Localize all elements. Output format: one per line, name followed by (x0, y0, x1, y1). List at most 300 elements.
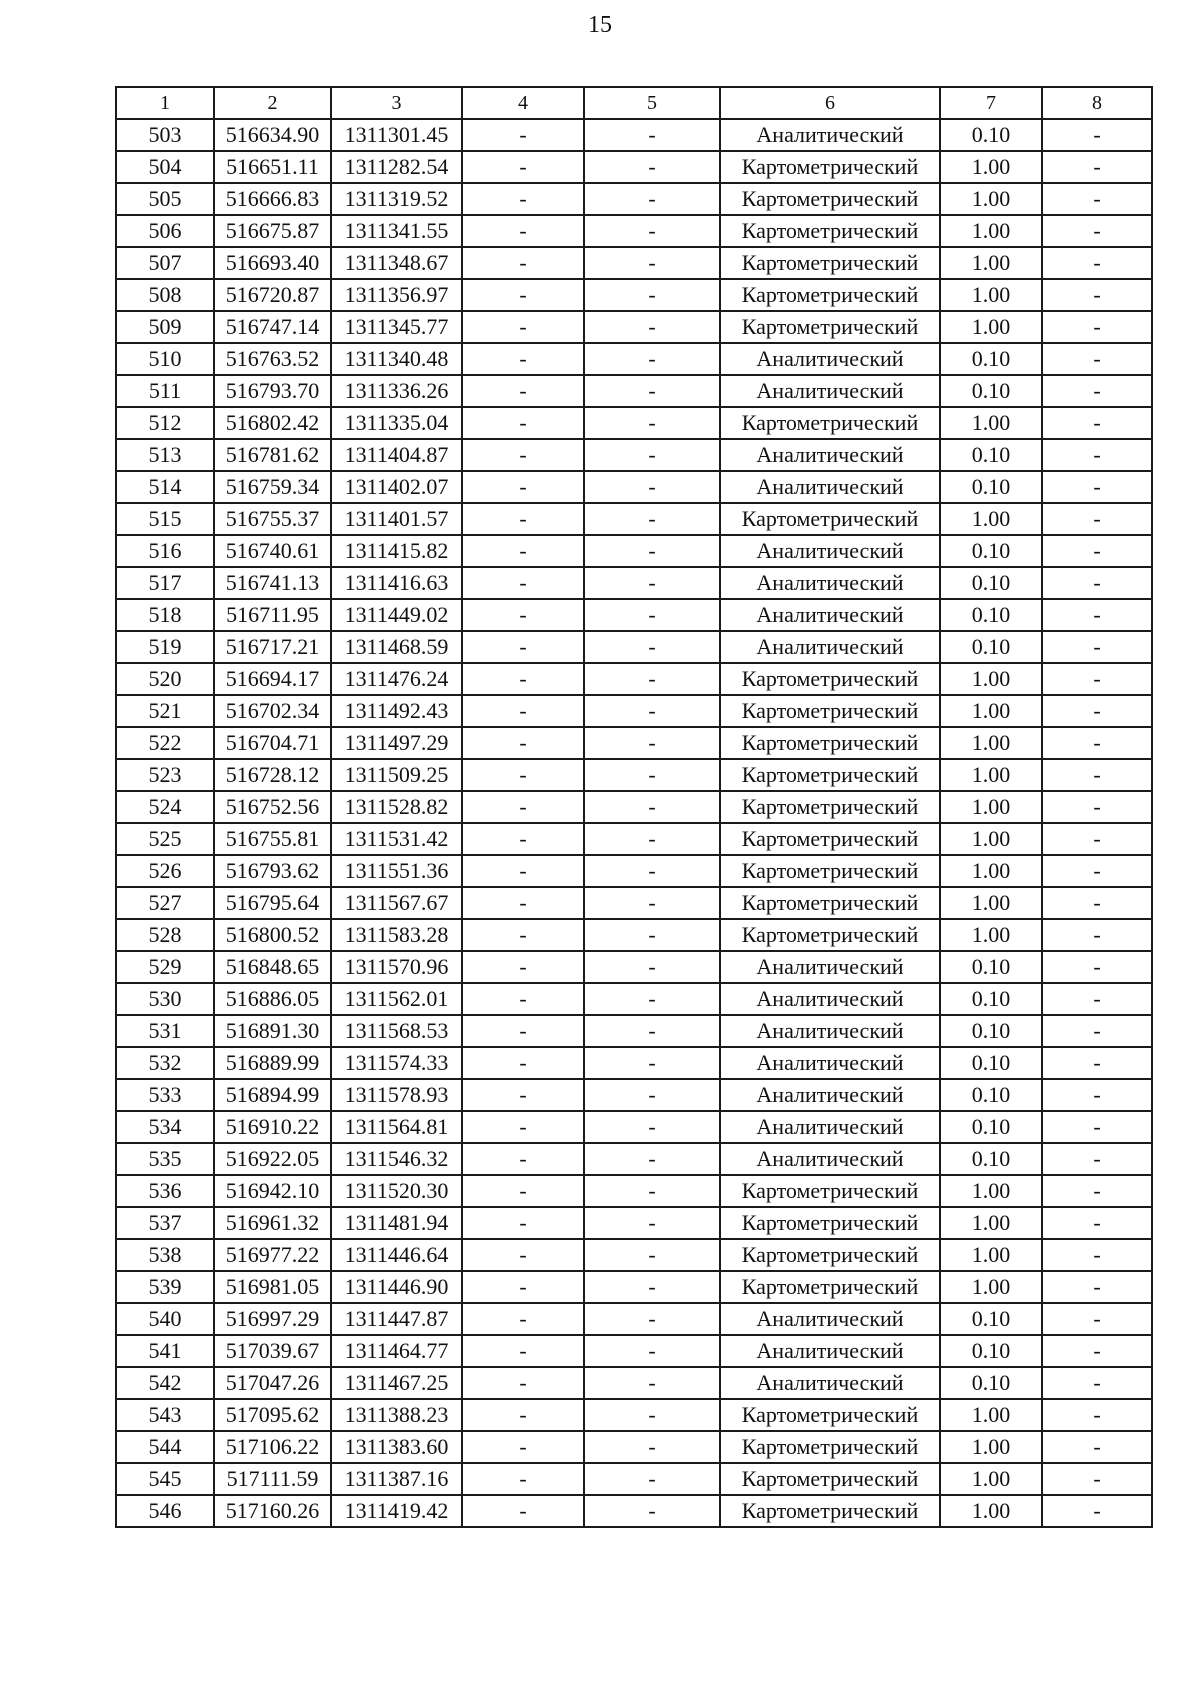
y-coordinate-cell: 1311467.25 (331, 1367, 462, 1399)
column-4-cell: - (462, 119, 584, 151)
accuracy-cell: 0.10 (940, 1303, 1042, 1335)
column-4-cell: - (462, 1207, 584, 1239)
column-4-cell: - (462, 951, 584, 983)
accuracy-cell: 0.10 (940, 631, 1042, 663)
x-coordinate-cell: 516694.17 (214, 663, 331, 695)
accuracy-cell: 0.10 (940, 1047, 1042, 1079)
column-4-cell: - (462, 727, 584, 759)
point-number-cell: 520 (116, 663, 214, 695)
column-8-cell: - (1042, 727, 1152, 759)
column-8-cell: - (1042, 1047, 1152, 1079)
column-4-cell: - (462, 1079, 584, 1111)
table-row (116, 1495, 1152, 1527)
column-8-cell: - (1042, 791, 1152, 823)
accuracy-cell: 1.00 (940, 407, 1042, 439)
column-4-cell: - (462, 183, 584, 215)
y-coordinate-cell: 1311404.87 (331, 439, 462, 471)
x-coordinate-cell: 516981.05 (214, 1271, 331, 1303)
accuracy-cell: 0.10 (940, 471, 1042, 503)
x-coordinate-cell: 517106.22 (214, 1431, 331, 1463)
y-coordinate-cell: 1311568.53 (331, 1015, 462, 1047)
column-5-cell: - (584, 279, 720, 311)
point-number-cell: 523 (116, 759, 214, 791)
column-4-cell: - (462, 1495, 584, 1527)
accuracy-cell: 0.10 (940, 535, 1042, 567)
header-row (116, 87, 1152, 119)
point-number-cell: 518 (116, 599, 214, 631)
accuracy-cell: 1.00 (940, 503, 1042, 535)
point-number-cell: 530 (116, 983, 214, 1015)
x-coordinate-cell: 516848.65 (214, 951, 331, 983)
x-coordinate-cell: 516922.05 (214, 1143, 331, 1175)
method-cell: Картометрический (720, 215, 940, 247)
accuracy-cell: 1.00 (940, 727, 1042, 759)
x-coordinate-cell: 516634.90 (214, 119, 331, 151)
column-4-cell: - (462, 503, 584, 535)
y-coordinate-cell: 1311464.77 (331, 1335, 462, 1367)
method-cell: Картометрический (720, 887, 940, 919)
column-5-cell: - (584, 1015, 720, 1047)
column-4-cell: - (462, 983, 584, 1015)
x-coordinate-cell: 516755.81 (214, 823, 331, 855)
method-cell: Картометрический (720, 1463, 940, 1495)
column-5-cell: - (584, 1463, 720, 1495)
method-cell: Аналитический (720, 983, 940, 1015)
column-8-cell: - (1042, 887, 1152, 919)
table-row (116, 727, 1152, 759)
column-4-cell: - (462, 919, 584, 951)
x-coordinate-cell: 516693.40 (214, 247, 331, 279)
y-coordinate-cell: 1311531.42 (331, 823, 462, 855)
column-8-cell: - (1042, 279, 1152, 311)
point-number-cell: 537 (116, 1207, 214, 1239)
column-4-cell: - (462, 279, 584, 311)
method-cell: Картометрический (720, 823, 940, 855)
column-5-cell: - (584, 311, 720, 343)
accuracy-cell: 0.10 (940, 951, 1042, 983)
x-coordinate-cell: 516747.14 (214, 311, 331, 343)
table-row (116, 1303, 1152, 1335)
column-8-cell: - (1042, 695, 1152, 727)
point-number-cell: 510 (116, 343, 214, 375)
x-coordinate-cell: 516755.37 (214, 503, 331, 535)
column-4-cell: - (462, 311, 584, 343)
column-5-cell: - (584, 663, 720, 695)
column-5-cell: - (584, 887, 720, 919)
method-cell: Аналитический (720, 1111, 940, 1143)
column-5-cell: - (584, 1175, 720, 1207)
column-4-cell: - (462, 151, 584, 183)
column-5-cell: - (584, 1143, 720, 1175)
method-cell: Картометрический (720, 279, 940, 311)
table-row (116, 983, 1152, 1015)
point-number-cell: 535 (116, 1143, 214, 1175)
x-coordinate-cell: 516997.29 (214, 1303, 331, 1335)
column-8-cell: - (1042, 1175, 1152, 1207)
y-coordinate-cell: 1311388.23 (331, 1399, 462, 1431)
point-number-cell: 509 (116, 311, 214, 343)
accuracy-cell: 1.00 (940, 759, 1042, 791)
table-row (116, 183, 1152, 215)
method-cell: Картометрический (720, 663, 940, 695)
column-4-cell: - (462, 855, 584, 887)
method-cell: Картометрический (720, 1239, 940, 1271)
method-cell: Аналитический (720, 343, 940, 375)
x-coordinate-cell: 517039.67 (214, 1335, 331, 1367)
y-coordinate-cell: 1311562.01 (331, 983, 462, 1015)
y-coordinate-cell: 1311492.43 (331, 695, 462, 727)
method-cell: Аналитический (720, 1335, 940, 1367)
method-cell: Картометрический (720, 1175, 940, 1207)
table-row (116, 503, 1152, 535)
column-header-8: 8 (1042, 87, 1152, 119)
x-coordinate-cell: 516666.83 (214, 183, 331, 215)
column-5-cell: - (584, 407, 720, 439)
point-number-cell: 543 (116, 1399, 214, 1431)
column-5-cell: - (584, 247, 720, 279)
column-4-cell: - (462, 471, 584, 503)
point-number-cell: 526 (116, 855, 214, 887)
column-4-cell: - (462, 535, 584, 567)
column-8-cell: - (1042, 471, 1152, 503)
y-coordinate-cell: 1311449.02 (331, 599, 462, 631)
column-5-cell: - (584, 1047, 720, 1079)
point-number-cell: 517 (116, 567, 214, 599)
point-number-cell: 504 (116, 151, 214, 183)
y-coordinate-cell: 1311583.28 (331, 919, 462, 951)
point-number-cell: 545 (116, 1463, 214, 1495)
x-coordinate-cell: 516752.56 (214, 791, 331, 823)
method-cell: Картометрический (720, 311, 940, 343)
accuracy-cell: 1.00 (940, 855, 1042, 887)
column-4-cell: - (462, 1463, 584, 1495)
table-row (116, 247, 1152, 279)
accuracy-cell: 0.10 (940, 1079, 1042, 1111)
column-5-cell: - (584, 151, 720, 183)
column-4-cell: - (462, 1271, 584, 1303)
column-8-cell: - (1042, 855, 1152, 887)
column-5-cell: - (584, 343, 720, 375)
accuracy-cell: 0.10 (940, 119, 1042, 151)
column-header-3: 3 (331, 87, 462, 119)
point-number-cell: 524 (116, 791, 214, 823)
column-8-cell: - (1042, 1239, 1152, 1271)
point-number-cell: 544 (116, 1431, 214, 1463)
point-number-cell: 546 (116, 1495, 214, 1527)
column-4-cell: - (462, 1143, 584, 1175)
point-number-cell: 528 (116, 919, 214, 951)
accuracy-cell: 0.10 (940, 1015, 1042, 1047)
method-cell: Картометрический (720, 247, 940, 279)
y-coordinate-cell: 1311401.57 (331, 503, 462, 535)
column-8-cell: - (1042, 311, 1152, 343)
table-row (116, 119, 1152, 151)
y-coordinate-cell: 1311509.25 (331, 759, 462, 791)
method-cell: Аналитический (720, 119, 940, 151)
column-8-cell: - (1042, 503, 1152, 535)
x-coordinate-cell: 516702.34 (214, 695, 331, 727)
table-row (116, 343, 1152, 375)
accuracy-cell: 1.00 (940, 1495, 1042, 1527)
column-5-cell: - (584, 183, 720, 215)
accuracy-cell: 1.00 (940, 695, 1042, 727)
x-coordinate-cell: 516711.95 (214, 599, 331, 631)
column-4-cell: - (462, 1175, 584, 1207)
column-4-cell: - (462, 695, 584, 727)
point-number-cell: 505 (116, 183, 214, 215)
point-number-cell: 513 (116, 439, 214, 471)
method-cell: Аналитический (720, 1143, 940, 1175)
column-4-cell: - (462, 823, 584, 855)
accuracy-cell: 0.10 (940, 1335, 1042, 1367)
point-number-cell: 516 (116, 535, 214, 567)
x-coordinate-cell: 517047.26 (214, 1367, 331, 1399)
table-row (116, 311, 1152, 343)
y-coordinate-cell: 1311567.67 (331, 887, 462, 919)
column-4-cell: - (462, 1239, 584, 1271)
point-number-cell: 536 (116, 1175, 214, 1207)
column-4-cell: - (462, 791, 584, 823)
column-8-cell: - (1042, 375, 1152, 407)
accuracy-cell: 0.10 (940, 375, 1042, 407)
accuracy-cell: 1.00 (940, 919, 1042, 951)
column-5-cell: - (584, 375, 720, 407)
column-5-cell: - (584, 471, 720, 503)
point-number-cell: 525 (116, 823, 214, 855)
accuracy-cell: 1.00 (940, 823, 1042, 855)
column-5-cell: - (584, 1399, 720, 1431)
table-row (116, 663, 1152, 695)
table-row (116, 1463, 1152, 1495)
point-number-cell: 529 (116, 951, 214, 983)
column-4-cell: - (462, 1367, 584, 1399)
column-8-cell: - (1042, 343, 1152, 375)
column-8-cell: - (1042, 631, 1152, 663)
x-coordinate-cell: 516886.05 (214, 983, 331, 1015)
method-cell: Картометрический (720, 1271, 940, 1303)
method-cell: Аналитический (720, 631, 940, 663)
column-8-cell: - (1042, 1495, 1152, 1527)
method-cell: Аналитический (720, 951, 940, 983)
y-coordinate-cell: 1311345.77 (331, 311, 462, 343)
method-cell: Аналитический (720, 1047, 940, 1079)
column-8-cell: - (1042, 439, 1152, 471)
point-number-cell: 532 (116, 1047, 214, 1079)
accuracy-cell: 1.00 (940, 1271, 1042, 1303)
accuracy-cell: 1.00 (940, 1239, 1042, 1271)
x-coordinate-cell: 516717.21 (214, 631, 331, 663)
accuracy-cell: 0.10 (940, 1111, 1042, 1143)
table-body (116, 119, 1152, 1527)
point-number-cell: 521 (116, 695, 214, 727)
accuracy-cell: 1.00 (940, 791, 1042, 823)
column-8-cell: - (1042, 1015, 1152, 1047)
column-5-cell: - (584, 919, 720, 951)
y-coordinate-cell: 1311520.30 (331, 1175, 462, 1207)
point-number-cell: 538 (116, 1239, 214, 1271)
column-8-cell: - (1042, 1143, 1152, 1175)
column-5-cell: - (584, 855, 720, 887)
x-coordinate-cell: 516763.52 (214, 343, 331, 375)
table-row (116, 1015, 1152, 1047)
point-number-cell: 541 (116, 1335, 214, 1367)
method-cell: Картометрический (720, 855, 940, 887)
y-coordinate-cell: 1311341.55 (331, 215, 462, 247)
table-row (116, 1367, 1152, 1399)
table-row (116, 1047, 1152, 1079)
column-8-cell: - (1042, 951, 1152, 983)
method-cell: Аналитический (720, 375, 940, 407)
table-row (116, 407, 1152, 439)
x-coordinate-cell: 516977.22 (214, 1239, 331, 1271)
column-5-cell: - (584, 1239, 720, 1271)
table-header (116, 87, 1152, 119)
point-number-cell: 533 (116, 1079, 214, 1111)
column-4-cell: - (462, 1111, 584, 1143)
y-coordinate-cell: 1311340.48 (331, 343, 462, 375)
column-4-cell: - (462, 663, 584, 695)
column-5-cell: - (584, 983, 720, 1015)
column-8-cell: - (1042, 183, 1152, 215)
column-4-cell: - (462, 215, 584, 247)
y-coordinate-cell: 1311570.96 (331, 951, 462, 983)
column-5-cell: - (584, 1495, 720, 1527)
column-8-cell: - (1042, 1079, 1152, 1111)
column-8-cell: - (1042, 151, 1152, 183)
column-5-cell: - (584, 215, 720, 247)
x-coordinate-cell: 516795.64 (214, 887, 331, 919)
method-cell: Картометрический (720, 1399, 940, 1431)
table-row (116, 151, 1152, 183)
column-5-cell: - (584, 951, 720, 983)
column-4-cell: - (462, 407, 584, 439)
table-row (116, 1079, 1152, 1111)
table-row (116, 1431, 1152, 1463)
method-cell: Картометрический (720, 503, 940, 535)
column-5-cell: - (584, 119, 720, 151)
column-8-cell: - (1042, 247, 1152, 279)
y-coordinate-cell: 1311282.54 (331, 151, 462, 183)
column-8-cell: - (1042, 759, 1152, 791)
column-8-cell: - (1042, 1367, 1152, 1399)
accuracy-cell: 1.00 (940, 1399, 1042, 1431)
table-row (116, 1143, 1152, 1175)
y-coordinate-cell: 1311416.63 (331, 567, 462, 599)
point-number-cell: 531 (116, 1015, 214, 1047)
column-header-2: 2 (214, 87, 331, 119)
y-coordinate-cell: 1311551.36 (331, 855, 462, 887)
table-row (116, 375, 1152, 407)
table-row (116, 823, 1152, 855)
point-number-cell: 515 (116, 503, 214, 535)
column-8-cell: - (1042, 215, 1152, 247)
y-coordinate-cell: 1311402.07 (331, 471, 462, 503)
column-5-cell: - (584, 1335, 720, 1367)
column-5-cell: - (584, 535, 720, 567)
column-header-4: 4 (462, 87, 584, 119)
method-cell: Картометрический (720, 151, 940, 183)
table-row (116, 599, 1152, 631)
column-4-cell: - (462, 1399, 584, 1431)
point-number-cell: 534 (116, 1111, 214, 1143)
column-header-7: 7 (940, 87, 1042, 119)
table-row (116, 1335, 1152, 1367)
table-row (116, 887, 1152, 919)
column-4-cell: - (462, 1015, 584, 1047)
method-cell: Картометрический (720, 727, 940, 759)
coordinates-table (115, 86, 1153, 1528)
table-row (116, 759, 1152, 791)
column-5-cell: - (584, 1431, 720, 1463)
x-coordinate-cell: 517111.59 (214, 1463, 331, 1495)
table-row (116, 1399, 1152, 1431)
method-cell: Аналитический (720, 599, 940, 631)
x-coordinate-cell: 516781.62 (214, 439, 331, 471)
column-5-cell: - (584, 1079, 720, 1111)
y-coordinate-cell: 1311383.60 (331, 1431, 462, 1463)
y-coordinate-cell: 1311446.64 (331, 1239, 462, 1271)
y-coordinate-cell: 1311356.97 (331, 279, 462, 311)
y-coordinate-cell: 1311476.24 (331, 663, 462, 695)
column-5-cell: - (584, 1271, 720, 1303)
column-8-cell: - (1042, 599, 1152, 631)
method-cell: Аналитический (720, 1367, 940, 1399)
column-8-cell: - (1042, 1303, 1152, 1335)
method-cell: Аналитический (720, 1303, 940, 1335)
column-4-cell: - (462, 887, 584, 919)
column-5-cell: - (584, 567, 720, 599)
x-coordinate-cell: 516704.71 (214, 727, 331, 759)
column-4-cell: - (462, 375, 584, 407)
table-row (116, 439, 1152, 471)
column-5-cell: - (584, 631, 720, 663)
column-8-cell: - (1042, 407, 1152, 439)
column-8-cell: - (1042, 1111, 1152, 1143)
point-number-cell: 539 (116, 1271, 214, 1303)
method-cell: Картометрический (720, 1207, 940, 1239)
x-coordinate-cell: 517160.26 (214, 1495, 331, 1527)
column-8-cell: - (1042, 1399, 1152, 1431)
point-number-cell: 507 (116, 247, 214, 279)
column-8-cell: - (1042, 983, 1152, 1015)
y-coordinate-cell: 1311574.33 (331, 1047, 462, 1079)
accuracy-cell: 1.00 (940, 247, 1042, 279)
x-coordinate-cell: 517095.62 (214, 1399, 331, 1431)
column-4-cell: - (462, 1335, 584, 1367)
x-coordinate-cell: 516793.62 (214, 855, 331, 887)
accuracy-cell: 1.00 (940, 183, 1042, 215)
accuracy-cell: 1.00 (940, 151, 1042, 183)
column-5-cell: - (584, 1207, 720, 1239)
column-8-cell: - (1042, 1463, 1152, 1495)
x-coordinate-cell: 516728.12 (214, 759, 331, 791)
x-coordinate-cell: 516894.99 (214, 1079, 331, 1111)
column-5-cell: - (584, 439, 720, 471)
table-row (116, 215, 1152, 247)
table-row (116, 695, 1152, 727)
accuracy-cell: 1.00 (940, 1207, 1042, 1239)
accuracy-cell: 0.10 (940, 983, 1042, 1015)
column-5-cell: - (584, 503, 720, 535)
x-coordinate-cell: 516793.70 (214, 375, 331, 407)
table-row (116, 791, 1152, 823)
accuracy-cell: 1.00 (940, 1463, 1042, 1495)
method-cell: Картометрический (720, 791, 940, 823)
column-4-cell: - (462, 343, 584, 375)
method-cell: Аналитический (720, 471, 940, 503)
column-4-cell: - (462, 1047, 584, 1079)
y-coordinate-cell: 1311336.26 (331, 375, 462, 407)
